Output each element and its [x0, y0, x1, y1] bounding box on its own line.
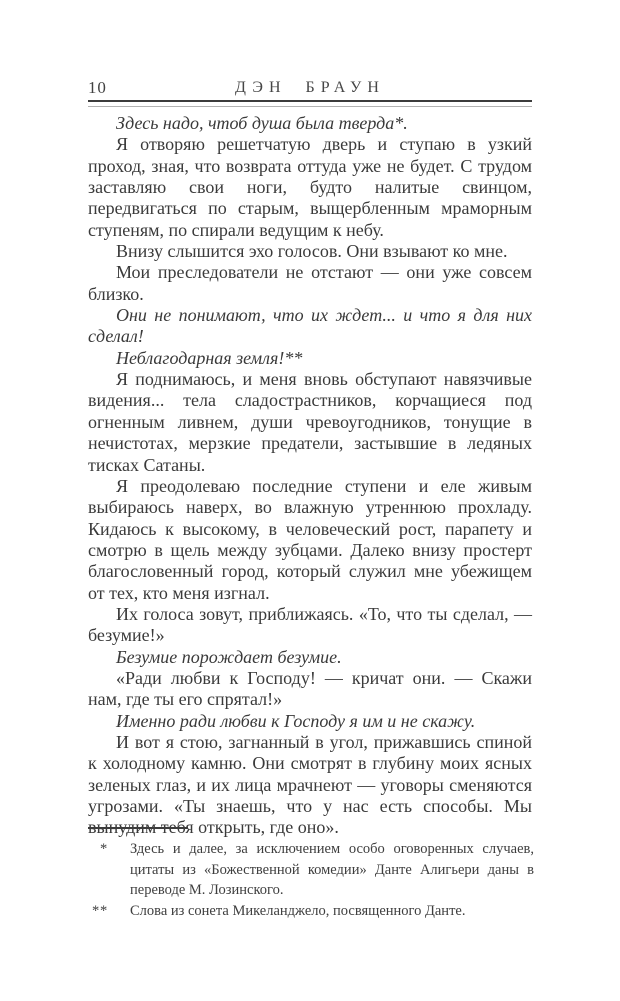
- paragraph: Их голоса зовут, приближаясь. «То, что ты сделал, — безумие!»: [88, 603, 532, 646]
- running-header: [88, 78, 532, 100]
- footnote-marker: **: [92, 902, 108, 919]
- footnote-text: Слова из сонета Микеланджело, посвященного Данте.: [130, 902, 466, 919]
- paragraph: Я поднимаюсь, и меня вновь обступают навязчивые видения... тела сладострастников, корчащиеся под огненным ливнем, души чревоугодников, тонущие в нечистотах, мерзкие предатели, застывшие в ледяных тисках Сатаны.: [88, 369, 532, 475]
- footnote-text: Здесь и далее, за исключением особо оговоренных случаев, цитаты из «Божественной комедии» Данте Алигьери даны в переводе М. Лозинского.: [130, 841, 534, 899]
- body-text: [88, 113, 532, 839]
- paragraph: И вот я стою, загнанный в угол, прижавшись спиной к холодному камню. Они смотрят в глубину моих ясных зеленых глаз, и их лица мрачнеют — уговоры сменяются угрозами. «Ты знаешь, что у нас есть способы. Мы вынудим тебя открыть, где оно».: [88, 731, 532, 838]
- paragraph: Я преодолеваю последние ступени и еле живым выбираюсь наверх, во влажную утреннюю прохладу. Кидаюсь к высокому, в человеческий рост, парапету и смотрю в щель между зубцами. Далеко внизу простерт благословенный город, который служил мне убежищем от тех, кто меня изгнал.: [88, 475, 532, 603]
- paragraph: Именно ради любви к Господу я им и не скажу.: [116, 710, 476, 731]
- footnotes: [88, 839, 534, 921]
- paragraph: «Ради любви к Господу! — кричат они. — Скажи нам, где ты его спрятал!»: [88, 667, 532, 710]
- header-rule: [88, 100, 532, 107]
- running-title: ДЭН БРАУН: [234, 79, 386, 96]
- paragraph: Мои преследователи не отстают — они уже совсем близко.: [88, 262, 532, 304]
- footnote-item: [88, 901, 534, 922]
- paragraph: Я отворяю решетчатую дверь и ступаю в узкий проход, зная, что возврата оттуда уже не будет. С трудом заставляю свои ноги, будто налитые свинцом, передвигаться по старым, выщербленным мраморным ступеням, по спирали ведущим к небу.: [88, 134, 532, 240]
- footnote-marker: *: [100, 841, 108, 857]
- page-number: 10: [88, 78, 107, 97]
- footnote-item: [88, 839, 534, 901]
- paragraph: Внизу слышится эхо голосов. Они взывают ко мне.: [116, 241, 508, 262]
- paragraph: Безумие порождает безумие.: [116, 646, 342, 667]
- paragraph: Здесь надо, чтоб душа была тверда*.: [116, 113, 408, 133]
- paragraph: Неблагодарная земля!**: [116, 347, 303, 368]
- footnote-separator: [88, 827, 188, 829]
- paragraph: Они не понимают, что их ждет... и что я для них сделал!: [88, 305, 532, 347]
